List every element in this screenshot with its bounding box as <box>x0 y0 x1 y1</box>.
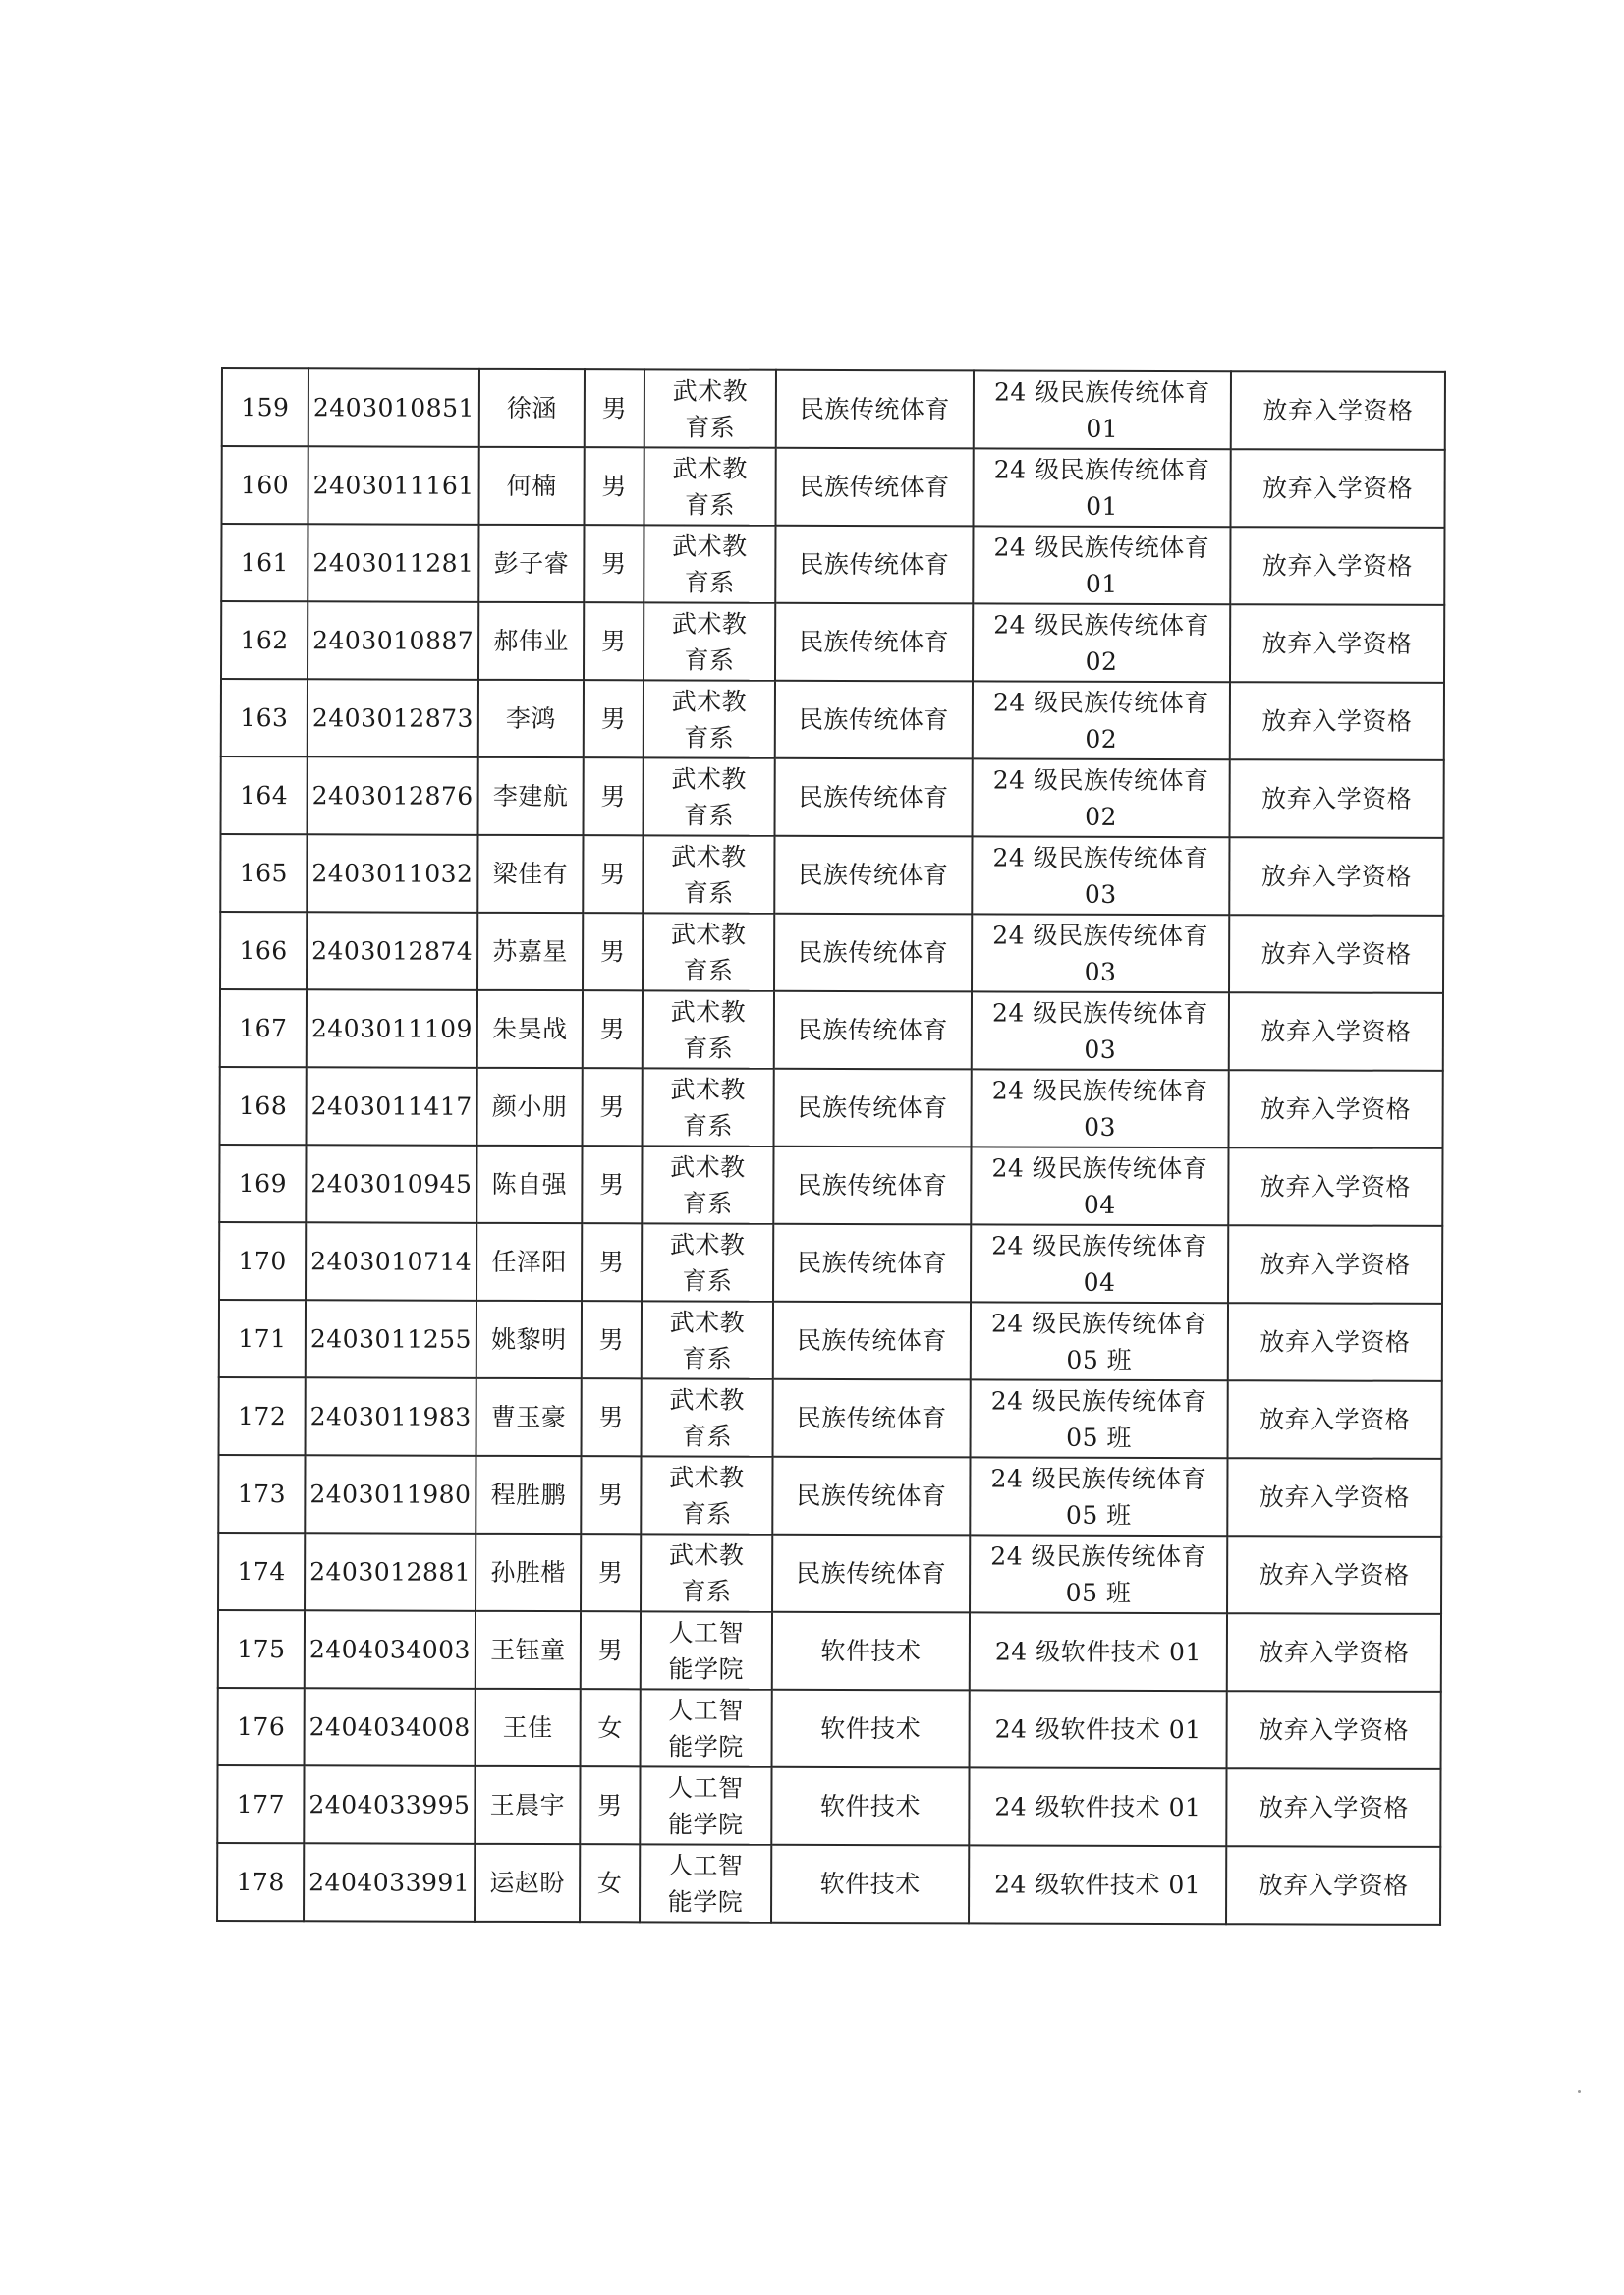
department-cell-line: 育系 <box>683 955 734 985</box>
gender-cell: 男 <box>582 1146 642 1223</box>
class-cell-line: 03 <box>1084 957 1117 986</box>
class-cell-line: 01 <box>1086 491 1119 521</box>
class-cell-line: 03 <box>1084 1112 1117 1142</box>
table-row <box>220 912 1443 993</box>
department-cell <box>642 1146 773 1223</box>
student-name-cell: 姚黎明 <box>476 1301 582 1378</box>
class-cell-line: 24 级软件技术 01 <box>994 1637 1202 1667</box>
department-cell-line: 武术教 <box>669 1229 746 1259</box>
department-cell <box>642 1301 773 1378</box>
department-cell <box>643 1068 774 1146</box>
department-cell <box>641 1611 772 1689</box>
department-cell-line: 育系 <box>682 1343 733 1373</box>
department-cell-line: 育系 <box>683 1033 734 1063</box>
department-cell-line: 育系 <box>681 1498 732 1529</box>
student-name-cell: 程胜鹏 <box>476 1456 581 1534</box>
gender-cell: 男 <box>582 1378 642 1456</box>
table-row <box>217 1765 1440 1847</box>
row-number-cell: 170 <box>219 1222 306 1300</box>
student-name-cell: 郝伟业 <box>478 602 584 680</box>
class-cell-line: 02 <box>1085 646 1118 676</box>
department-cell-line: 武术教 <box>672 531 748 561</box>
student-name-cell: 颜小朋 <box>477 1068 583 1146</box>
student-id-cell: 2404033995 <box>304 1765 475 1844</box>
row-number-cell: 167 <box>220 989 307 1067</box>
table-row <box>220 989 1443 1071</box>
class-cell-line: 24 级软件技术 01 <box>994 1792 1202 1822</box>
department-cell-line: 育系 <box>681 1576 732 1606</box>
class-cell-line: 04 <box>1083 1267 1116 1297</box>
status-cell: 放弃入学资格 <box>1227 1536 1441 1614</box>
department-cell <box>641 1689 772 1766</box>
student-name-cell: 李建航 <box>478 757 584 835</box>
row-number-cell: 177 <box>217 1765 304 1843</box>
gender-cell: 男 <box>580 1766 640 1844</box>
status-cell: 放弃入学资格 <box>1228 1303 1442 1381</box>
student-id-cell: 2403012881 <box>305 1533 476 1611</box>
department-cell-line: 人工智 <box>668 1617 745 1648</box>
major-cell: 民族传统体育 <box>776 370 974 449</box>
class-cell-line: 02 <box>1085 802 1118 831</box>
department-cell-line: 能学院 <box>667 1886 744 1917</box>
department-cell-line: 武术教 <box>671 608 748 639</box>
class-cell-line: 24 级民族传统体育 <box>991 1152 1208 1183</box>
student-name-cell: 何楠 <box>478 447 584 525</box>
class-cell-line: 24 级民族传统体育 <box>992 997 1208 1028</box>
class-cell <box>971 1302 1228 1380</box>
department-cell-line: 武术教 <box>670 1074 746 1104</box>
table-row <box>221 524 1444 605</box>
department-cell <box>644 369 776 447</box>
department-cell <box>643 913 774 990</box>
class-cell-line: 24 级民族传统体育 <box>990 1385 1207 1416</box>
major-cell: 民族传统体育 <box>772 1535 970 1613</box>
table-row <box>218 1455 1441 1537</box>
row-number-cell: 162 <box>221 601 308 679</box>
student-name-cell: 彭子睿 <box>478 525 584 602</box>
class-cell-line: 01 <box>1086 414 1119 443</box>
student-id-cell: 2404034008 <box>305 1688 476 1766</box>
status-cell: 放弃入学资格 <box>1230 527 1444 605</box>
table-body <box>217 368 1445 1925</box>
gender-cell: 男 <box>581 1611 641 1689</box>
department-cell <box>642 1378 773 1456</box>
table-row <box>221 679 1444 760</box>
row-number-cell: 166 <box>220 912 307 989</box>
major-cell: 民族传统体育 <box>773 1302 971 1380</box>
row-number-cell: 165 <box>220 834 307 912</box>
row-number-cell: 173 <box>218 1455 305 1533</box>
major-cell: 民族传统体育 <box>774 1069 972 1148</box>
class-cell-line: 05 班 <box>1065 1578 1132 1607</box>
status-cell: 放弃入学资格 <box>1226 1846 1440 1925</box>
student-name-cell: 运赵盼 <box>475 1844 580 1922</box>
status-cell: 放弃入学资格 <box>1229 915 1443 993</box>
class-cell <box>971 1147 1228 1225</box>
class-cell <box>972 836 1229 915</box>
major-cell: 民族传统体育 <box>773 1147 971 1225</box>
student-id-cell: 2404033991 <box>304 1843 475 1922</box>
student-id-cell: 2403011109 <box>307 989 477 1068</box>
class-cell-line: 24 级软件技术 01 <box>994 1714 1202 1745</box>
class-cell <box>973 681 1230 759</box>
table-row <box>218 1610 1441 1692</box>
student-name-cell: 苏嘉星 <box>477 913 583 990</box>
gender-cell: 男 <box>581 1456 641 1534</box>
student-status-table <box>216 367 1446 1926</box>
major-cell: 民族传统体育 <box>774 836 972 915</box>
department-cell <box>644 447 775 525</box>
class-cell <box>969 1845 1226 1924</box>
student-id-cell: 2403011255 <box>306 1300 476 1378</box>
student-id-cell: 2403010945 <box>306 1145 476 1223</box>
department-cell-line: 育系 <box>682 1421 733 1451</box>
department-cell <box>641 1534 772 1611</box>
class-cell <box>973 603 1230 682</box>
status-cell: 放弃入学资格 <box>1227 1458 1441 1537</box>
class-cell-line: 24 级软件技术 01 <box>994 1870 1202 1900</box>
department-cell-line: 武术教 <box>670 1151 746 1182</box>
gender-cell: 男 <box>584 757 644 835</box>
department-cell-line: 武术教 <box>670 919 747 949</box>
row-number-cell: 171 <box>219 1300 306 1377</box>
row-number-cell: 169 <box>219 1145 306 1222</box>
student-id-cell: 2403011983 <box>306 1377 476 1456</box>
table-row <box>217 1843 1440 1925</box>
status-cell: 放弃入学资格 <box>1229 992 1443 1071</box>
student-id-cell: 2403011980 <box>305 1455 476 1534</box>
department-cell <box>644 757 775 835</box>
student-id-cell: 2403011281 <box>308 524 478 602</box>
class-cell-line: 24 级民族传统体育 <box>990 1463 1207 1493</box>
major-cell: 民族传统体育 <box>775 681 973 759</box>
department-cell-line: 武术教 <box>671 686 748 716</box>
department-cell <box>640 1844 771 1922</box>
class-cell <box>970 1690 1227 1768</box>
class-cell-line: 24 级民族传统体育 <box>993 532 1210 562</box>
status-cell: 放弃入学资格 <box>1230 682 1444 760</box>
class-cell <box>971 1224 1228 1303</box>
department-cell-line: 武术教 <box>669 1307 746 1337</box>
scan-speck <box>1578 2090 1581 2093</box>
status-cell: 放弃入学资格 <box>1230 449 1444 528</box>
student-id-cell: 2404034003 <box>305 1610 476 1689</box>
status-cell: 放弃入学资格 <box>1228 1225 1442 1304</box>
table-row <box>219 1145 1442 1226</box>
class-cell <box>972 1069 1229 1148</box>
status-cell: 放弃入学资格 <box>1229 837 1443 916</box>
student-name-cell: 朱昊战 <box>477 990 583 1068</box>
department-cell-line: 武术教 <box>668 1539 745 1570</box>
class-cell-line: 24 级民族传统体育 <box>990 1540 1207 1571</box>
department-cell-line: 武术教 <box>669 1462 745 1492</box>
department-cell-line: 武术教 <box>671 841 747 871</box>
row-number-cell: 172 <box>219 1377 306 1455</box>
student-id-cell: 2403011161 <box>308 446 479 525</box>
student-id-cell: 2403010887 <box>308 601 478 680</box>
class-cell-line: 24 级民族传统体育 <box>992 687 1209 717</box>
table-row <box>218 1533 1441 1614</box>
status-cell: 放弃入学资格 <box>1227 1691 1441 1769</box>
row-number-cell: 161 <box>221 524 308 601</box>
class-cell-line: 05 班 <box>1066 1345 1133 1374</box>
row-number-cell: 175 <box>218 1610 305 1688</box>
table-row <box>220 834 1443 916</box>
department-cell-line: 能学院 <box>668 1731 744 1762</box>
department-cell-line: 育系 <box>685 489 736 520</box>
department-cell-line: 武术教 <box>670 996 747 1027</box>
major-cell: 软件技术 <box>772 1612 970 1691</box>
major-cell: 民族传统体育 <box>775 758 973 837</box>
class-cell-line: 05 班 <box>1066 1423 1133 1452</box>
class-cell-line: 24 级民族传统体育 <box>993 609 1210 640</box>
class-cell <box>970 1535 1227 1613</box>
class-cell <box>971 1379 1228 1458</box>
gender-cell: 男 <box>582 1223 642 1301</box>
status-cell: 放弃入学资格 <box>1229 1070 1443 1148</box>
status-cell: 放弃入学资格 <box>1231 371 1445 450</box>
gender-cell: 男 <box>583 835 643 913</box>
gender-cell: 男 <box>583 990 643 1068</box>
class-cell <box>973 448 1230 527</box>
student-id-cell: 2403012876 <box>308 756 478 835</box>
department-cell-line: 人工智 <box>668 1695 745 1725</box>
student-name-cell: 孙胜楷 <box>476 1534 581 1611</box>
gender-cell: 男 <box>584 602 644 680</box>
department-cell-line: 育系 <box>683 1110 734 1141</box>
gender-cell: 女 <box>581 1689 641 1766</box>
department-cell <box>643 990 774 1068</box>
department-cell-line: 武术教 <box>669 1384 745 1415</box>
department-cell-line: 能学院 <box>668 1809 744 1839</box>
row-number-cell: 178 <box>217 1843 304 1921</box>
row-number-cell: 176 <box>218 1688 305 1765</box>
class-cell-line: 24 级民族传统体育 <box>992 920 1209 950</box>
student-id-cell: 2403012874 <box>307 912 477 990</box>
row-number-cell: 160 <box>222 446 308 524</box>
table-row <box>221 756 1444 838</box>
department-cell-line: 育系 <box>684 800 735 830</box>
student-name-cell: 王钰童 <box>476 1611 581 1689</box>
department-cell <box>644 602 775 680</box>
status-cell: 放弃入学资格 <box>1226 1768 1440 1847</box>
class-cell <box>972 991 1229 1070</box>
class-cell-line: 24 级民族传统体育 <box>991 1308 1207 1338</box>
student-name-cell: 徐涵 <box>479 369 585 447</box>
department-cell-line: 育系 <box>682 1188 733 1218</box>
class-cell-line: 24 级民族传统体育 <box>992 764 1209 795</box>
table-row <box>219 1300 1442 1381</box>
student-name-cell: 任泽阳 <box>476 1223 582 1301</box>
major-cell: 民族传统体育 <box>774 914 972 992</box>
row-number-cell: 174 <box>218 1533 305 1610</box>
department-cell <box>644 525 775 602</box>
student-name-cell: 王晨宇 <box>475 1766 580 1844</box>
status-cell: 放弃入学资格 <box>1230 604 1444 683</box>
department-cell-line: 育系 <box>684 567 735 597</box>
gender-cell: 男 <box>583 1068 643 1146</box>
class-cell-line: 24 级民族传统体育 <box>993 454 1210 484</box>
class-cell <box>973 526 1230 604</box>
status-cell: 放弃入学资格 <box>1228 1380 1442 1459</box>
student-id-cell: 2403012873 <box>308 679 478 757</box>
student-id-cell: 2403011417 <box>307 1067 477 1146</box>
department-cell-line: 育系 <box>685 412 736 442</box>
major-cell: 民族传统体育 <box>774 991 972 1070</box>
class-cell <box>970 1457 1227 1536</box>
student-name-cell: 李鸿 <box>478 680 584 757</box>
department-cell <box>644 680 775 757</box>
table-row <box>221 601 1444 683</box>
gender-cell: 男 <box>584 447 644 525</box>
department-cell-line: 育系 <box>682 1265 733 1296</box>
class-cell-line: 24 级民族传统体育 <box>991 1230 1208 1260</box>
gender-cell: 男 <box>585 369 644 447</box>
table-row <box>220 1067 1443 1148</box>
major-cell: 软件技术 <box>771 1845 969 1924</box>
department-cell-line: 育系 <box>684 722 735 753</box>
class-cell <box>970 1612 1227 1691</box>
major-cell: 民族传统体育 <box>775 603 973 682</box>
student-name-cell: 王佳 <box>476 1689 581 1766</box>
class-cell <box>973 758 1230 837</box>
major-cell: 民族传统体育 <box>775 448 973 527</box>
class-cell-line: 03 <box>1084 879 1117 909</box>
class-cell-line: 05 班 <box>1065 1500 1132 1530</box>
student-name-cell: 梁佳有 <box>477 835 583 913</box>
student-name-cell: 曹玉豪 <box>476 1378 582 1456</box>
gender-cell: 男 <box>582 1301 642 1378</box>
student-id-cell: 2403011032 <box>307 834 477 913</box>
class-cell-line: 24 级民族传统体育 <box>993 376 1210 407</box>
gender-cell: 女 <box>580 1844 640 1922</box>
class-cell-line: 04 <box>1083 1190 1116 1219</box>
table-row <box>222 446 1445 528</box>
department-cell-line: 能学院 <box>668 1653 745 1684</box>
status-cell: 放弃入学资格 <box>1230 759 1444 838</box>
gender-cell: 男 <box>581 1534 641 1611</box>
row-number-cell: 159 <box>222 368 308 446</box>
class-cell <box>969 1767 1226 1846</box>
table-row <box>219 1377 1442 1459</box>
row-number-cell: 164 <box>221 756 308 834</box>
table-row <box>222 368 1445 450</box>
table-row <box>219 1222 1442 1304</box>
row-number-cell: 168 <box>220 1067 307 1145</box>
row-number-cell: 163 <box>221 679 308 756</box>
class-cell <box>974 370 1231 449</box>
major-cell: 软件技术 <box>772 1690 970 1768</box>
student-id-cell: 2403010714 <box>306 1222 476 1301</box>
student-id-cell: 2403010851 <box>308 368 479 447</box>
major-cell: 民族传统体育 <box>775 526 973 604</box>
department-cell-line: 人工智 <box>667 1850 744 1880</box>
major-cell: 民族传统体育 <box>773 1379 971 1458</box>
class-cell <box>972 914 1229 992</box>
department-cell-line: 武术教 <box>672 375 749 406</box>
status-cell: 放弃入学资格 <box>1228 1148 1442 1226</box>
class-cell-line: 02 <box>1085 724 1118 754</box>
gender-cell: 男 <box>583 913 643 990</box>
status-cell: 放弃入学资格 <box>1227 1613 1441 1692</box>
department-cell-line: 人工智 <box>668 1772 744 1803</box>
major-cell: 软件技术 <box>771 1767 969 1846</box>
department-cell-line: 育系 <box>684 644 735 675</box>
department-cell-line: 武术教 <box>672 453 748 483</box>
gender-cell: 男 <box>584 525 644 602</box>
class-cell-line: 01 <box>1085 569 1118 598</box>
department-cell <box>640 1766 771 1844</box>
class-cell-line: 24 级民族传统体育 <box>992 842 1209 872</box>
class-cell-line: 03 <box>1084 1035 1117 1064</box>
department-cell <box>642 1223 773 1301</box>
major-cell: 民族传统体育 <box>772 1457 970 1536</box>
table-row <box>218 1688 1441 1769</box>
class-cell-line: 24 级民族传统体育 <box>991 1075 1208 1105</box>
student-name-cell: 陈自强 <box>476 1146 582 1223</box>
gender-cell: 男 <box>584 680 644 757</box>
department-cell <box>641 1456 772 1534</box>
department-cell <box>643 835 774 913</box>
department-cell-line: 育系 <box>683 877 734 908</box>
department-cell-line: 武术教 <box>671 763 747 794</box>
major-cell: 民族传统体育 <box>773 1224 971 1303</box>
